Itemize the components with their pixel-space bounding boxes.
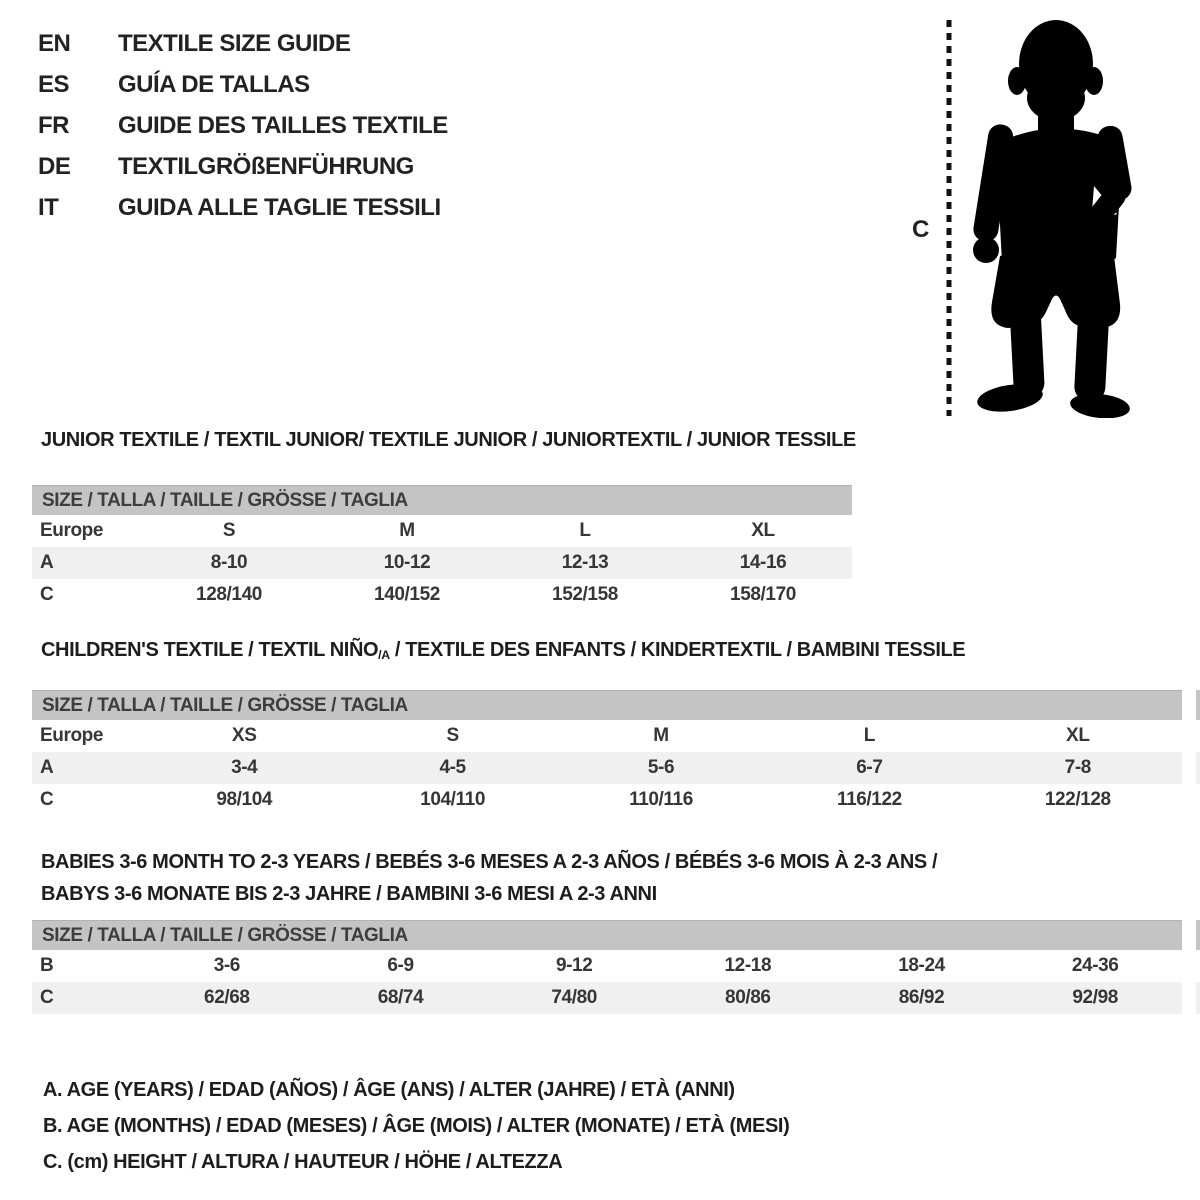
table-cell: M bbox=[653, 725, 669, 746]
table-row bbox=[32, 950, 1182, 982]
table-cell: 12-18 bbox=[724, 955, 772, 976]
table-cell: 6-9 bbox=[387, 955, 414, 976]
table-row bbox=[32, 982, 1182, 1014]
children-size-table bbox=[32, 690, 1182, 816]
lang-title-it: GUIDA ALLE TAGLIE TESSILI bbox=[118, 194, 441, 221]
language-index bbox=[38, 30, 448, 222]
babies-size-table bbox=[32, 920, 1182, 1014]
babies-section-title-line2: BABYS 3-6 MONATE BIS 2-3 JAHRE / BAMBINI 3-6 MESI A 2-3 ANNI bbox=[41, 883, 657, 905]
table-cell: XL bbox=[751, 520, 775, 541]
row-label: C bbox=[40, 789, 54, 810]
table-cell: 68/74 bbox=[377, 987, 424, 1008]
table-cell: L bbox=[579, 520, 591, 541]
table-row bbox=[32, 515, 852, 547]
table-cell: 128/140 bbox=[196, 584, 262, 605]
junior-section-title: JUNIOR TEXTILE / TEXTIL JUNIOR/ TEXTILE JUNIOR / JUNIORTEXTIL / JUNIOR TESSILE bbox=[41, 429, 856, 451]
table-cell: 10-12 bbox=[383, 552, 431, 573]
table-row bbox=[32, 752, 1182, 784]
table-cell: 80/86 bbox=[725, 987, 771, 1008]
row-label: B bbox=[40, 955, 54, 976]
babies-size-header-bar bbox=[32, 920, 1182, 950]
footnote-a: A. AGE (YEARS) / EDAD (AÑOS) / ÂGE (ANS) / ALTER (JAHRE) / ETÀ (ANNI) bbox=[43, 1079, 735, 1101]
size-header-label: SIZE / TALLA / TAILLE / GRÖSSE / TAGLIA bbox=[42, 489, 408, 511]
children-title-prefix: CHILDREN'S TEXTILE / TEXTIL NIÑO bbox=[41, 639, 379, 661]
footnote-b: B. AGE (MONTHS) / EDAD (MESES) / ÂGE (MOIS) / ALTER (MONATE) / ETÀ (MESI) bbox=[43, 1115, 790, 1137]
table-cell: 62/68 bbox=[204, 987, 250, 1008]
table-cell: 24-36 bbox=[1071, 955, 1119, 976]
row-label: Europe bbox=[40, 725, 104, 746]
table-cell: 6-7 bbox=[856, 757, 883, 778]
lang-title-de: TEXTILGRÖßENFÜHRUNG bbox=[118, 153, 414, 180]
table-cell: L bbox=[863, 725, 875, 746]
lang-code-es: ES bbox=[38, 71, 70, 98]
table-cell: 116/122 bbox=[836, 789, 902, 810]
table-cell: XL bbox=[1066, 725, 1090, 746]
children-section-title bbox=[41, 639, 965, 662]
table-cell: 158/170 bbox=[730, 584, 796, 605]
table-cell: 4-5 bbox=[439, 757, 466, 778]
table-cell: 8-10 bbox=[210, 552, 248, 573]
table-cell: XS bbox=[231, 725, 257, 746]
junior-size-table bbox=[32, 485, 852, 611]
footnote-c: C. (cm) HEIGHT / ALTURA / HAUTEUR / HÖHE / ALTEZZA bbox=[43, 1151, 563, 1173]
table-cell: 9-12 bbox=[555, 955, 593, 976]
row-label: C bbox=[40, 987, 54, 1008]
babies-section-title-line1: BABIES 3-6 MONTH TO 2-3 YEARS / BEBÉS 3-6 MESES A 2-3 AÑOS / BÉBÉS 3-6 MOIS À 2-3 ANS / bbox=[41, 851, 938, 873]
table-cell: 122/128 bbox=[1044, 789, 1111, 810]
table-cell: 152/158 bbox=[552, 584, 618, 605]
table-cell: 7-8 bbox=[1064, 757, 1091, 778]
table-cell: 14-16 bbox=[739, 552, 787, 573]
table-row bbox=[32, 720, 1182, 752]
table-cell: S bbox=[222, 520, 236, 541]
footnotes bbox=[43, 1072, 789, 1180]
lang-title-fr: GUIDE DES TAILLES TEXTILE bbox=[118, 112, 448, 139]
size-header-label: SIZE / TALLA / TAILLE / GRÖSSE / TAGLIA bbox=[42, 924, 408, 946]
table-row bbox=[32, 784, 1182, 816]
table-cell: 98/104 bbox=[216, 789, 273, 810]
table-edge-sliver bbox=[1196, 690, 1200, 720]
table-row bbox=[32, 547, 852, 579]
lang-code-de: DE bbox=[38, 153, 71, 180]
table-cell: 104/110 bbox=[420, 789, 486, 810]
row-label: A bbox=[40, 757, 54, 778]
children-size-header-bar bbox=[32, 690, 1182, 720]
junior-size-header-bar bbox=[32, 485, 852, 515]
height-measure-line bbox=[946, 20, 952, 416]
table-cell: 5-6 bbox=[647, 757, 675, 778]
row-label: A bbox=[40, 552, 54, 573]
table-edge-sliver bbox=[1196, 982, 1200, 1014]
table-row bbox=[32, 579, 852, 611]
table-cell: 12-13 bbox=[561, 552, 609, 573]
toddler-silhouette-icon bbox=[970, 18, 1140, 418]
lang-code-en: EN bbox=[38, 30, 71, 57]
table-cell: 18-24 bbox=[898, 955, 945, 976]
lang-title-es: GUÍA DE TALLAS bbox=[118, 71, 310, 98]
table-edge-sliver bbox=[1196, 920, 1200, 950]
row-label: C bbox=[40, 584, 54, 605]
table-cell: 74/80 bbox=[551, 987, 597, 1008]
children-title-suffix: / TEXTILE DES ENFANTS / KINDERTEXTIL / BAMBINI TESSILE bbox=[389, 639, 966, 661]
table-cell: 86/92 bbox=[898, 987, 945, 1008]
lang-code-fr: FR bbox=[38, 112, 69, 139]
children-title-sub: /A bbox=[378, 648, 390, 663]
table-cell: M bbox=[399, 520, 415, 541]
table-cell: 3-4 bbox=[231, 757, 258, 778]
table-cell: 140/152 bbox=[374, 584, 440, 605]
lang-title-en: TEXTILE SIZE GUIDE bbox=[118, 30, 351, 57]
row-label: Europe bbox=[40, 520, 104, 541]
lang-code-it: IT bbox=[38, 194, 59, 221]
table-cell: 3-6 bbox=[213, 955, 240, 976]
table-cell: S bbox=[446, 725, 459, 746]
table-cell: 92/98 bbox=[1072, 987, 1118, 1008]
table-edge-sliver bbox=[1196, 752, 1200, 784]
table-cell: 110/116 bbox=[629, 789, 693, 810]
size-header-label: SIZE / TALLA / TAILLE / GRÖSSE / TAGLIA bbox=[42, 694, 408, 716]
height-measure-label: C bbox=[912, 216, 930, 243]
